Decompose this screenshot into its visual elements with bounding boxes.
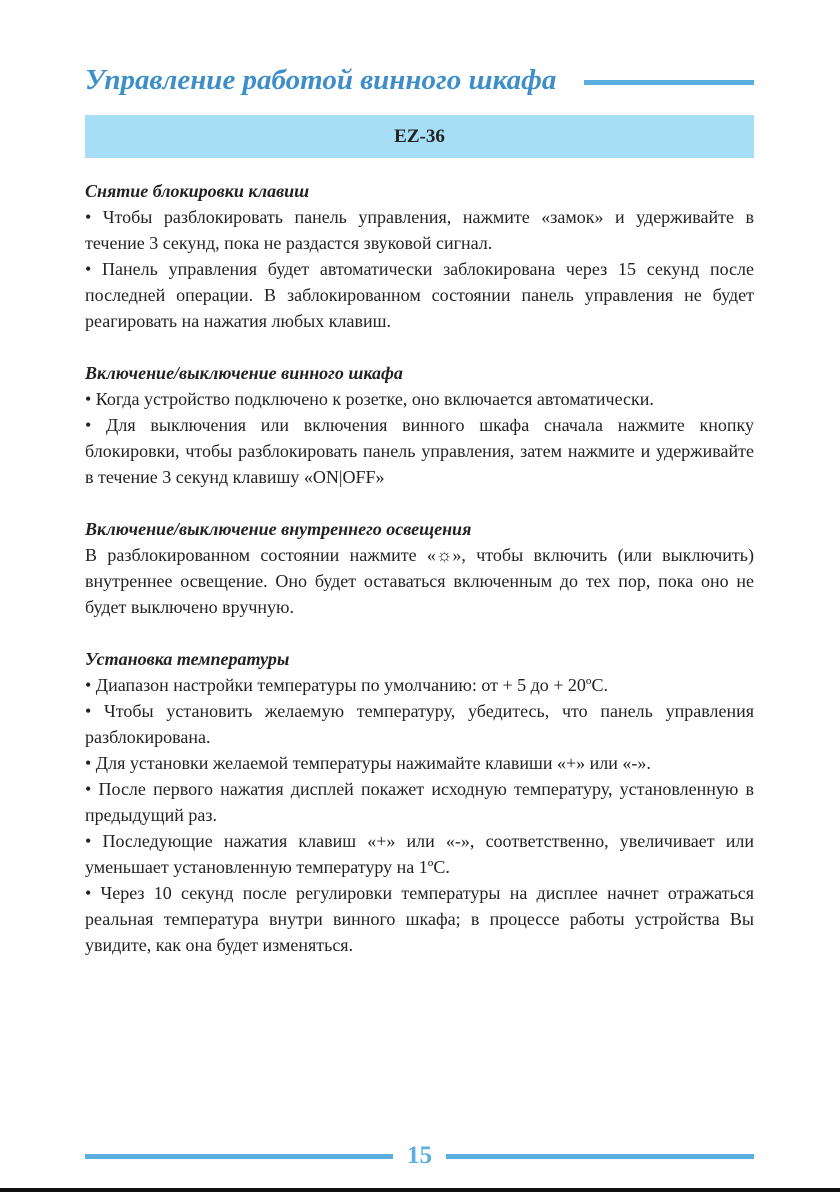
section-key-unlock xyxy=(85,178,754,334)
section-title: Включение/выключение винного шкафа xyxy=(85,363,403,383)
section-temperature xyxy=(85,646,754,958)
footer-rule-left xyxy=(85,1154,393,1159)
paragraph: • Когда устройство подключено к розетке, оно включается автоматически. xyxy=(85,389,654,409)
section-lighting xyxy=(85,516,754,620)
title-rule xyxy=(584,80,754,85)
paragraph: • Для установки желаемой температуры нажимайте клавиши «+» или «-». xyxy=(85,753,651,773)
content xyxy=(85,178,754,984)
paragraph: • После первого нажатия дисплей покажет исходную температуру, установленную в предыдущий раз. xyxy=(85,779,754,825)
paragraph: • Чтобы разблокировать панель управления, нажмите «замок» и удерживайте в течение 3 секунд, пока не раздастся звуковой сигнал. xyxy=(85,207,754,253)
paragraph: • Панель управления будет автоматически заблокирована через 15 секунд после последней операции. В заблокированном состоянии панель управления не будет реагировать на нажатия любых клавиш. xyxy=(85,259,754,331)
page-header xyxy=(85,60,754,100)
model-label: EZ-36 xyxy=(394,125,445,147)
page-number: 15 xyxy=(407,1142,432,1169)
section-power xyxy=(85,360,754,490)
bottom-edge-line xyxy=(0,1188,840,1192)
section-title: Включение/выключение внутреннего освещения xyxy=(85,519,472,539)
footer-rule-right xyxy=(446,1154,754,1159)
paragraph: • Чтобы установить желаемую температуру, убедитесь, что панель управления разблокирована. xyxy=(85,701,754,747)
paragraph: • Диапазон настройки температуры по умолчанию: от + 5 до + 20ºC. xyxy=(85,675,609,695)
page-title: Управление работой винного шкафа xyxy=(85,63,557,96)
paragraph: В разблокированном состоянии нажмите «☼», чтобы включить (или выключить) внутреннее освещение. Оно будет оставаться включенным до тех пор, пока оно не будет выключено вручную. xyxy=(85,545,754,617)
paragraph: • Для выключения или включения винного шкафа сначала нажмите кнопку блокировки, чтобы разблокировать панель управления, затем нажмите и удерживайте в течение 3 секунд клавишу «ON|OFF» xyxy=(85,415,754,487)
page-footer xyxy=(85,1136,754,1176)
section-title: Установка температуры xyxy=(85,649,290,669)
section-title: Снятие блокировки клавиш xyxy=(85,181,310,201)
model-banner xyxy=(85,115,754,158)
paragraph: • Последующие нажатия клавиш «+» или «-», соответственно, увеличивает или уменьшает установленную температуру на 1ºC. xyxy=(85,831,754,877)
paragraph: • Через 10 секунд после регулировки температуры на дисплее начнет отражаться реальная температура внутри винного шкафа; в процессе работы устройства Вы увидите, как она будет изменяться. xyxy=(85,883,754,955)
